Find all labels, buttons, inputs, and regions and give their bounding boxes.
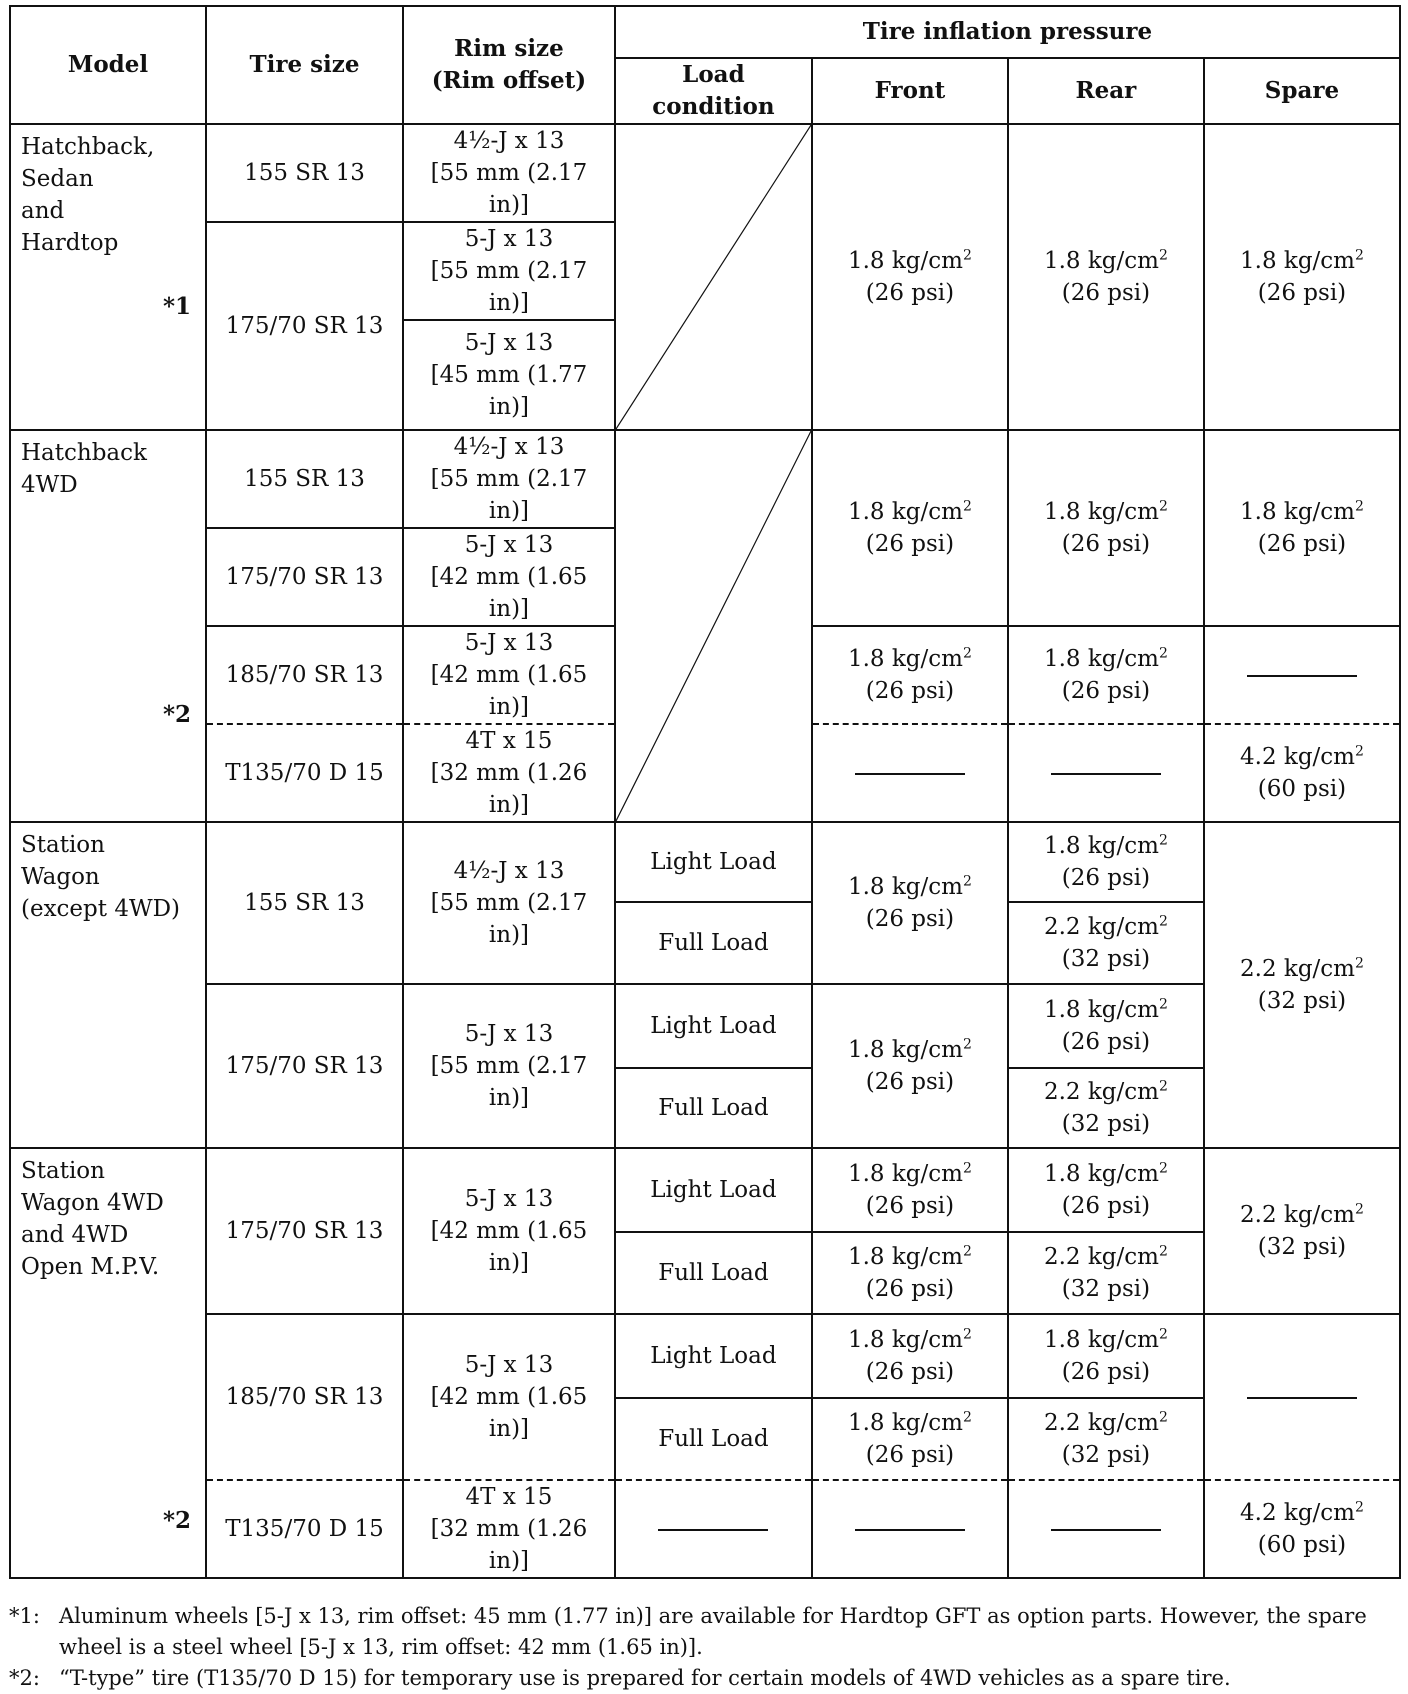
rear-pressure: 1.8 $kg/cm^2$ (26 psi) bbox=[1008, 1314, 1204, 1398]
rim-size: 5-J x 13 [42 mm (1.65 in)] bbox=[403, 1314, 615, 1480]
rim-size: 4T x 15 [32 mm (1.26 in)] bbox=[403, 724, 615, 822]
rim-size: 5-J x 13 [55 mm (2.17 in)] bbox=[403, 222, 615, 320]
rim-size: 4½-J x 13 [55 mm (2.17 in)] bbox=[403, 822, 615, 984]
front-pressure: 1.8 $kg/cm^2$ (26 psi) bbox=[812, 1398, 1008, 1480]
rear-none bbox=[1008, 1480, 1204, 1578]
rear-pressure: 1.8 $kg/cm^2$ (26 psi) bbox=[1008, 626, 1204, 724]
spare-pressure: 4.2 $kg/cm^2$ (60 psi) bbox=[1204, 724, 1400, 822]
table-row bbox=[10, 124, 1400, 222]
footnote-1-mark: *1: bbox=[9, 1604, 40, 1628]
model-cell bbox=[10, 430, 206, 822]
footnote-ref: *2 bbox=[162, 701, 191, 728]
rim-size: 4½-J x 13 [55 mm (2.17 in)] bbox=[403, 430, 615, 528]
model-name: Station Wagon 4WD and 4WD Open M.P.V. bbox=[21, 1158, 164, 1280]
footnote-1-text: Aluminum wheels [5-J x 13, rim offset: 45 mm (1.77 in)] are available for Hardtop GFT as option parts. However, the spare wheel is a steel wheel [5-J x 13, rim offset: 42 mm (1.65 in)]. bbox=[59, 1604, 1367, 1659]
rim-size: 5-J x 13 [45 mm (1.77 in)] bbox=[403, 320, 615, 430]
rim-size: 5-J x 13 [42 mm (1.65 in)] bbox=[403, 528, 615, 626]
spare-pressure: 1.8 $kg/cm^2$ (26 psi) bbox=[1204, 124, 1400, 430]
front-none bbox=[812, 1480, 1008, 1578]
header-model: Model bbox=[10, 6, 206, 124]
footnotes bbox=[9, 1601, 1401, 1694]
tire-size: 155 SR 13 bbox=[206, 124, 403, 222]
spare-pressure: 4.2 $kg/cm^2$ (60 psi) bbox=[1204, 1480, 1400, 1578]
load-condition: Full Load bbox=[615, 1398, 812, 1480]
rear-pressure: 1.8 $kg/cm^2$ (26 psi) bbox=[1008, 1148, 1204, 1232]
table-row bbox=[10, 430, 1400, 528]
document bbox=[9, 5, 1401, 1694]
model-cell bbox=[10, 822, 206, 1148]
front-pressure: 1.8 $kg/cm^2$ (26 psi) bbox=[812, 984, 1008, 1148]
header-tire-inflation: Tire inflation pressure bbox=[615, 6, 1400, 58]
not-applicable-slash bbox=[615, 430, 812, 822]
load-none bbox=[615, 1480, 812, 1578]
tire-size: 185/70 SR 13 bbox=[206, 1314, 403, 1480]
footnote-ref: *2 bbox=[162, 1507, 191, 1534]
header-load-condition: Load condition bbox=[615, 58, 812, 124]
front-pressure: 1.8 $kg/cm^2$ (26 psi) bbox=[812, 1148, 1008, 1232]
footnote-2-mark: *2: bbox=[9, 1666, 40, 1690]
spare-pressure: 2.2 $kg/cm^2$ (32 psi) bbox=[1204, 822, 1400, 1148]
rear-pressure: 2.2 $kg/cm^2$ (32 psi) bbox=[1008, 902, 1204, 984]
load-condition: Light Load bbox=[615, 984, 812, 1068]
model-cell bbox=[10, 1148, 206, 1578]
front-none bbox=[812, 724, 1008, 822]
not-applicable-slash bbox=[615, 124, 812, 430]
rear-pressure: 2.2 $kg/cm^2$ (32 psi) bbox=[1008, 1068, 1204, 1148]
spare-none bbox=[1204, 1314, 1400, 1480]
header-tire-size: Tire size bbox=[206, 6, 403, 124]
model-name: Hatchback 4WD bbox=[21, 440, 147, 498]
footnote-ref: *1 bbox=[162, 293, 191, 320]
rear-pressure: 1.8 $kg/cm^2$ (26 psi) bbox=[1008, 822, 1204, 902]
rear-pressure: 1.8 $kg/cm^2$ (26 psi) bbox=[1008, 430, 1204, 626]
rear-none bbox=[1008, 724, 1204, 822]
load-condition: Full Load bbox=[615, 1232, 812, 1314]
front-pressure: 1.8 $kg/cm^2$ (26 psi) bbox=[812, 1314, 1008, 1398]
table-row bbox=[10, 822, 1400, 902]
header-rim-size bbox=[403, 6, 615, 124]
header-spare: Spare bbox=[1204, 58, 1400, 124]
front-pressure: 1.8 $kg/cm^2$ (26 psi) bbox=[812, 822, 1008, 984]
load-condition: Light Load bbox=[615, 822, 812, 902]
rim-size: 5-J x 13 [55 mm (2.17 in)] bbox=[403, 984, 615, 1148]
front-pressure: 1.8 $kg/cm^2$ (26 psi) bbox=[812, 626, 1008, 724]
rear-pressure: 2.2 $kg/cm^2$ (32 psi) bbox=[1008, 1398, 1204, 1480]
table-row bbox=[10, 984, 1400, 1068]
header-row bbox=[10, 6, 1400, 58]
rim-offset-label: (Rim offset) bbox=[431, 67, 587, 94]
header-rear: Rear bbox=[1008, 58, 1204, 124]
header-front: Front bbox=[812, 58, 1008, 124]
front-pressure: 1.8 $kg/cm^2$ (26 psi) bbox=[812, 124, 1008, 430]
tire-size: 185/70 SR 13 bbox=[206, 626, 403, 724]
tire-size: 175/70 SR 13 bbox=[206, 222, 403, 430]
rear-pressure: 1.8 $kg/cm^2$ (26 psi) bbox=[1008, 984, 1204, 1068]
rear-pressure: 1.8 $kg/cm^2$ (26 psi) bbox=[1008, 124, 1204, 430]
model-cell bbox=[10, 124, 206, 430]
load-condition: Light Load bbox=[615, 1148, 812, 1232]
load-condition: Full Load bbox=[615, 902, 812, 984]
front-pressure: 1.8 $kg/cm^2$ (26 psi) bbox=[812, 430, 1008, 626]
tire-size: T135/70 D 15 bbox=[206, 724, 403, 822]
table-row bbox=[10, 1480, 1400, 1578]
rim-size: 5-J x 13 [42 mm (1.65 in)] bbox=[403, 626, 615, 724]
model-name: Hatchback, Sedan and Hardtop bbox=[21, 134, 155, 256]
spare-pressure: 1.8 $kg/cm^2$ (26 psi) bbox=[1204, 430, 1400, 626]
tire-size: 175/70 SR 13 bbox=[206, 984, 403, 1148]
tire-size: T135/70 D 15 bbox=[206, 1480, 403, 1578]
table-row bbox=[10, 1314, 1400, 1398]
footnote-1 bbox=[9, 1601, 1401, 1663]
load-condition: Full Load bbox=[615, 1068, 812, 1148]
spare-none bbox=[1204, 626, 1400, 724]
front-pressure: 1.8 $kg/cm^2$ (26 psi) bbox=[812, 1232, 1008, 1314]
table-row bbox=[10, 1148, 1400, 1232]
footnote-2-text: “T-type” tire (T135/70 D 15) for temporary use is prepared for certain models of 4WD vehicles as a spare tire. bbox=[59, 1666, 1231, 1690]
rim-size: 4T x 15 [32 mm (1.26 in)] bbox=[403, 1480, 615, 1578]
tire-size: 155 SR 13 bbox=[206, 430, 403, 528]
tire-size: 155 SR 13 bbox=[206, 822, 403, 984]
tire-size: 175/70 SR 13 bbox=[206, 528, 403, 626]
rim-size: 4½-J x 13 [55 mm (2.17 in)] bbox=[403, 124, 615, 222]
rim-size-label: Rim size bbox=[454, 35, 564, 62]
footnote-2 bbox=[9, 1663, 1401, 1694]
load-condition: Light Load bbox=[615, 1314, 812, 1398]
tire-spec-table bbox=[9, 5, 1401, 1579]
model-name: Station Wagon (except 4WD) bbox=[21, 832, 181, 922]
rear-pressure: 2.2 $kg/cm^2$ (32 psi) bbox=[1008, 1232, 1204, 1314]
tire-size: 175/70 SR 13 bbox=[206, 1148, 403, 1314]
rim-size: 5-J x 13 [42 mm (1.65 in)] bbox=[403, 1148, 615, 1314]
spare-pressure: 2.2 $kg/cm^2$ (32 psi) bbox=[1204, 1148, 1400, 1314]
